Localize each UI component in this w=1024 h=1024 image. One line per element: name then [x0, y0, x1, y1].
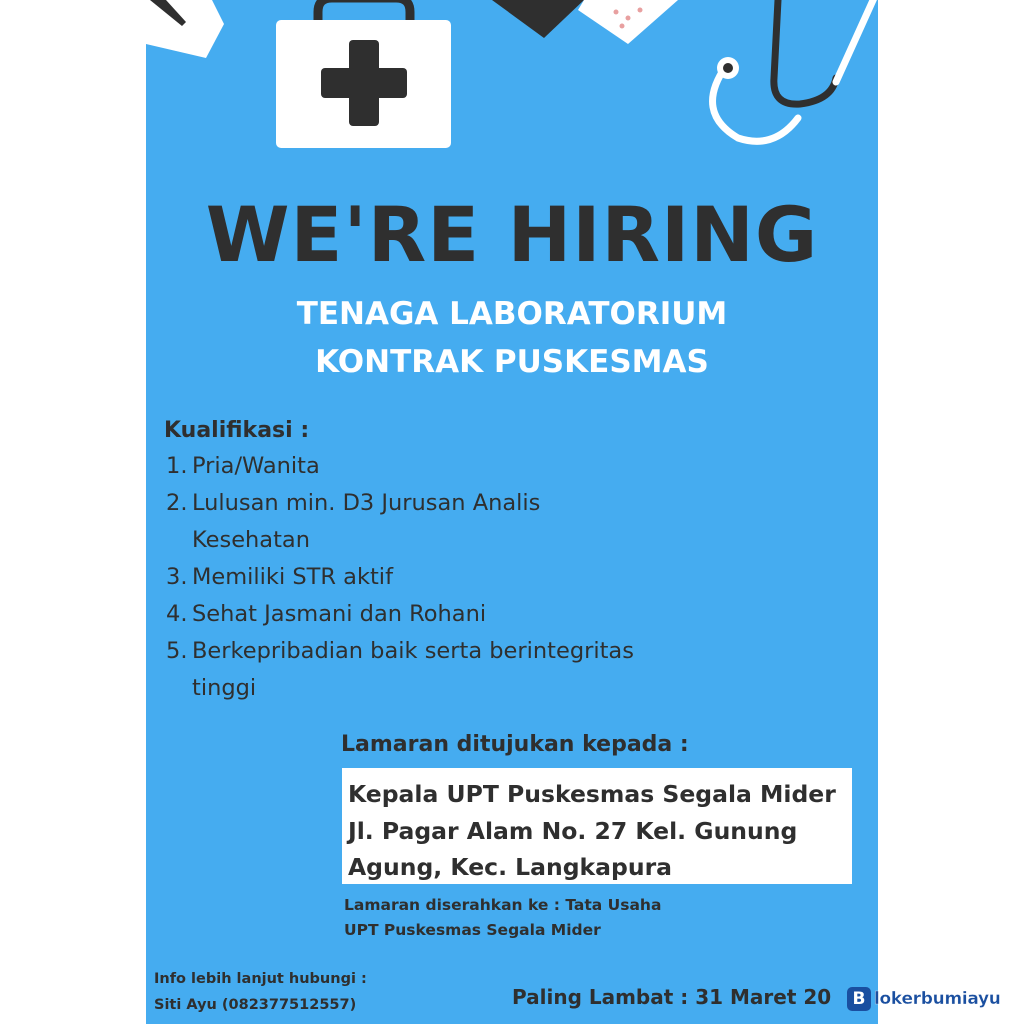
list-item-text: Memiliki STR aktif [192, 564, 393, 590]
contact-info [154, 966, 367, 1018]
hiring-poster [146, 0, 878, 1024]
watermark-text: lokerbumiayu [874, 989, 1001, 1009]
list-item-number: 3. [166, 564, 188, 590]
address-line-3: Agung, Kec. Langkapura [348, 853, 673, 881]
list-item-text: Lulusan min. D3 Jurusan Analis Kesehatan [192, 490, 541, 553]
contact-label: Info lebih lanjut hubungi : [154, 971, 367, 987]
address-box [342, 768, 852, 884]
position-title-line-1: TENAGA LABORATORIUM [296, 296, 728, 332]
qualifications-heading: Kualifikasi : [164, 418, 310, 443]
decoration-layer [146, 0, 878, 160]
watermark-logo-icon: B [847, 987, 871, 1011]
list-item [166, 559, 726, 596]
syringe-icon [146, 0, 224, 58]
contact-person: Siti Ayu (082377512557) [154, 997, 357, 1013]
application-heading: Lamaran ditujukan kepada : [341, 732, 689, 757]
list-item [166, 448, 726, 485]
list-item-text: Pria/Wanita [192, 453, 320, 479]
stethoscope-icon [713, 0, 874, 141]
qualifications-list [166, 448, 726, 707]
headline: WE'RE HIRING [205, 190, 819, 279]
address-line-2: Jl. Pagar Alam No. 27 Kel. Gunung [348, 816, 798, 845]
medical-kit-icon [276, 0, 451, 148]
list-item [166, 633, 726, 707]
bandage-icon [492, 0, 678, 44]
list-item-number: 4. [166, 601, 188, 627]
list-item-number: 1. [166, 453, 188, 479]
submit-note: Lamaran diserahkan ke : Tata Usaha UPT Puskesmas Segala Mider [344, 896, 662, 939]
list-item-text: Sehat Jasmani dan Rohani [192, 601, 487, 627]
list-item [166, 596, 726, 633]
list-item-number: 2. [166, 490, 188, 516]
list-item-text: Berkepribadian baik serta berintegritas tinggi [192, 638, 634, 701]
list-item-number: 5. [166, 638, 188, 664]
list-item [166, 485, 726, 559]
watermark [847, 984, 1001, 1014]
deadline: Paling Lambat : 31 Maret 20 [512, 985, 832, 1009]
address-line-1: Kepala UPT Puskesmas Segala Mider [348, 780, 836, 808]
position-title-line-2: KONTRAK PUSKESMAS [315, 344, 709, 380]
